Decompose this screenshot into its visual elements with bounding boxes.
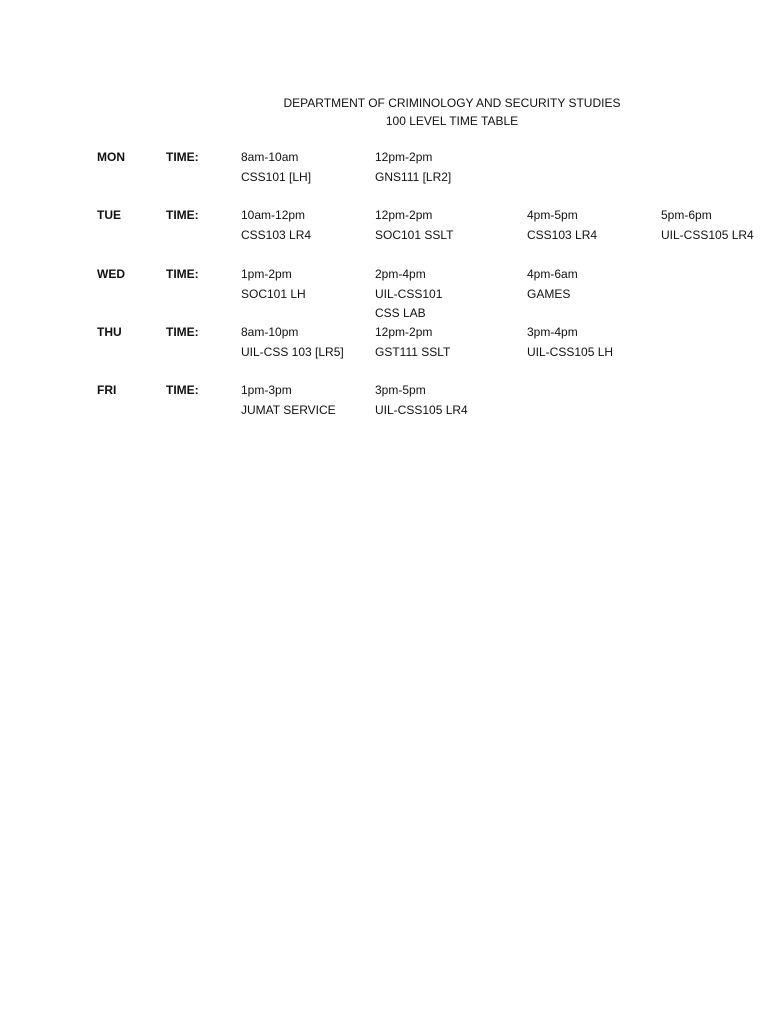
- slot-cell: [241, 381, 336, 420]
- slot-time: 8am-10am: [241, 150, 299, 164]
- slot-course: SOC101 LH: [241, 286, 306, 301]
- slot-cell: [375, 148, 451, 187]
- slot-course: UIL-CSS101: [375, 286, 443, 301]
- day-label: FRI: [97, 383, 117, 397]
- slot-cell: [241, 265, 306, 304]
- slot-cell: [527, 206, 597, 245]
- time-label: TIME:: [166, 383, 199, 397]
- slot-time: 10am-12pm: [241, 208, 306, 222]
- slot-time: 2pm-4pm: [375, 267, 426, 281]
- slot-course: JUMAT SERVICE: [241, 402, 336, 417]
- slot-course: CSS101 [LH]: [241, 169, 312, 184]
- document-subtitle: 100 LEVEL TIME TABLE: [385, 114, 519, 128]
- slot-time: 3pm-4pm: [527, 325, 578, 339]
- slot-time: 3pm-5pm: [375, 383, 426, 397]
- slot-course: UIL-CSS105 LR4: [375, 402, 468, 417]
- slot-cell: [661, 206, 754, 245]
- day-label: MON: [97, 150, 125, 164]
- day-label: THU: [97, 325, 122, 339]
- slot-room: CSS LAB: [375, 306, 426, 320]
- slot-cell: [375, 265, 442, 324]
- day-label: TUE: [97, 208, 121, 222]
- document-title: DEPARTMENT OF CRIMINOLOGY AND SECURITY STUDIES: [283, 96, 621, 110]
- slot-cell: [241, 206, 311, 245]
- slot-cell: [527, 265, 578, 304]
- time-label: TIME:: [166, 325, 199, 339]
- slot-course: UIL-CSS105 LH: [527, 344, 614, 359]
- slot-time: 1pm-2pm: [241, 267, 292, 281]
- slot-cell: [241, 148, 311, 187]
- slot-time: 12pm-2pm: [375, 325, 433, 339]
- slot-time: 12pm-2pm: [375, 150, 433, 164]
- day-label: WED: [97, 267, 125, 281]
- slot-time: 5pm-6pm: [661, 208, 712, 222]
- slot-course: GAMES: [527, 286, 571, 301]
- slot-course: CSS103 LR4: [527, 227, 598, 242]
- slot-course: UIL-CSS 103 [LR5]: [241, 344, 344, 359]
- slot-time: 1pm-3pm: [241, 383, 292, 397]
- slot-course: SOC101 SSLT: [375, 227, 454, 242]
- time-label: TIME:: [166, 208, 199, 222]
- slot-cell: [375, 381, 468, 420]
- slot-course: UIL-CSS105 LR4: [661, 227, 754, 242]
- document-header: [0, 94, 768, 130]
- slot-course: GNS111 [LR2]: [375, 169, 452, 184]
- slot-time: 12pm-2pm: [375, 208, 433, 222]
- slot-course: GST111 SSLT: [375, 344, 451, 359]
- slot-cell: [241, 323, 344, 362]
- slot-time: 4pm-6am: [527, 267, 578, 281]
- slot-cell: [375, 206, 453, 245]
- time-label: TIME:: [166, 267, 199, 281]
- slot-course: CSS103 LR4: [241, 227, 312, 242]
- time-label: TIME:: [166, 150, 199, 164]
- slot-cell: [375, 323, 450, 362]
- slot-cell: [527, 323, 613, 362]
- slot-time: 8am-10pm: [241, 325, 299, 339]
- slot-time: 4pm-5pm: [527, 208, 578, 222]
